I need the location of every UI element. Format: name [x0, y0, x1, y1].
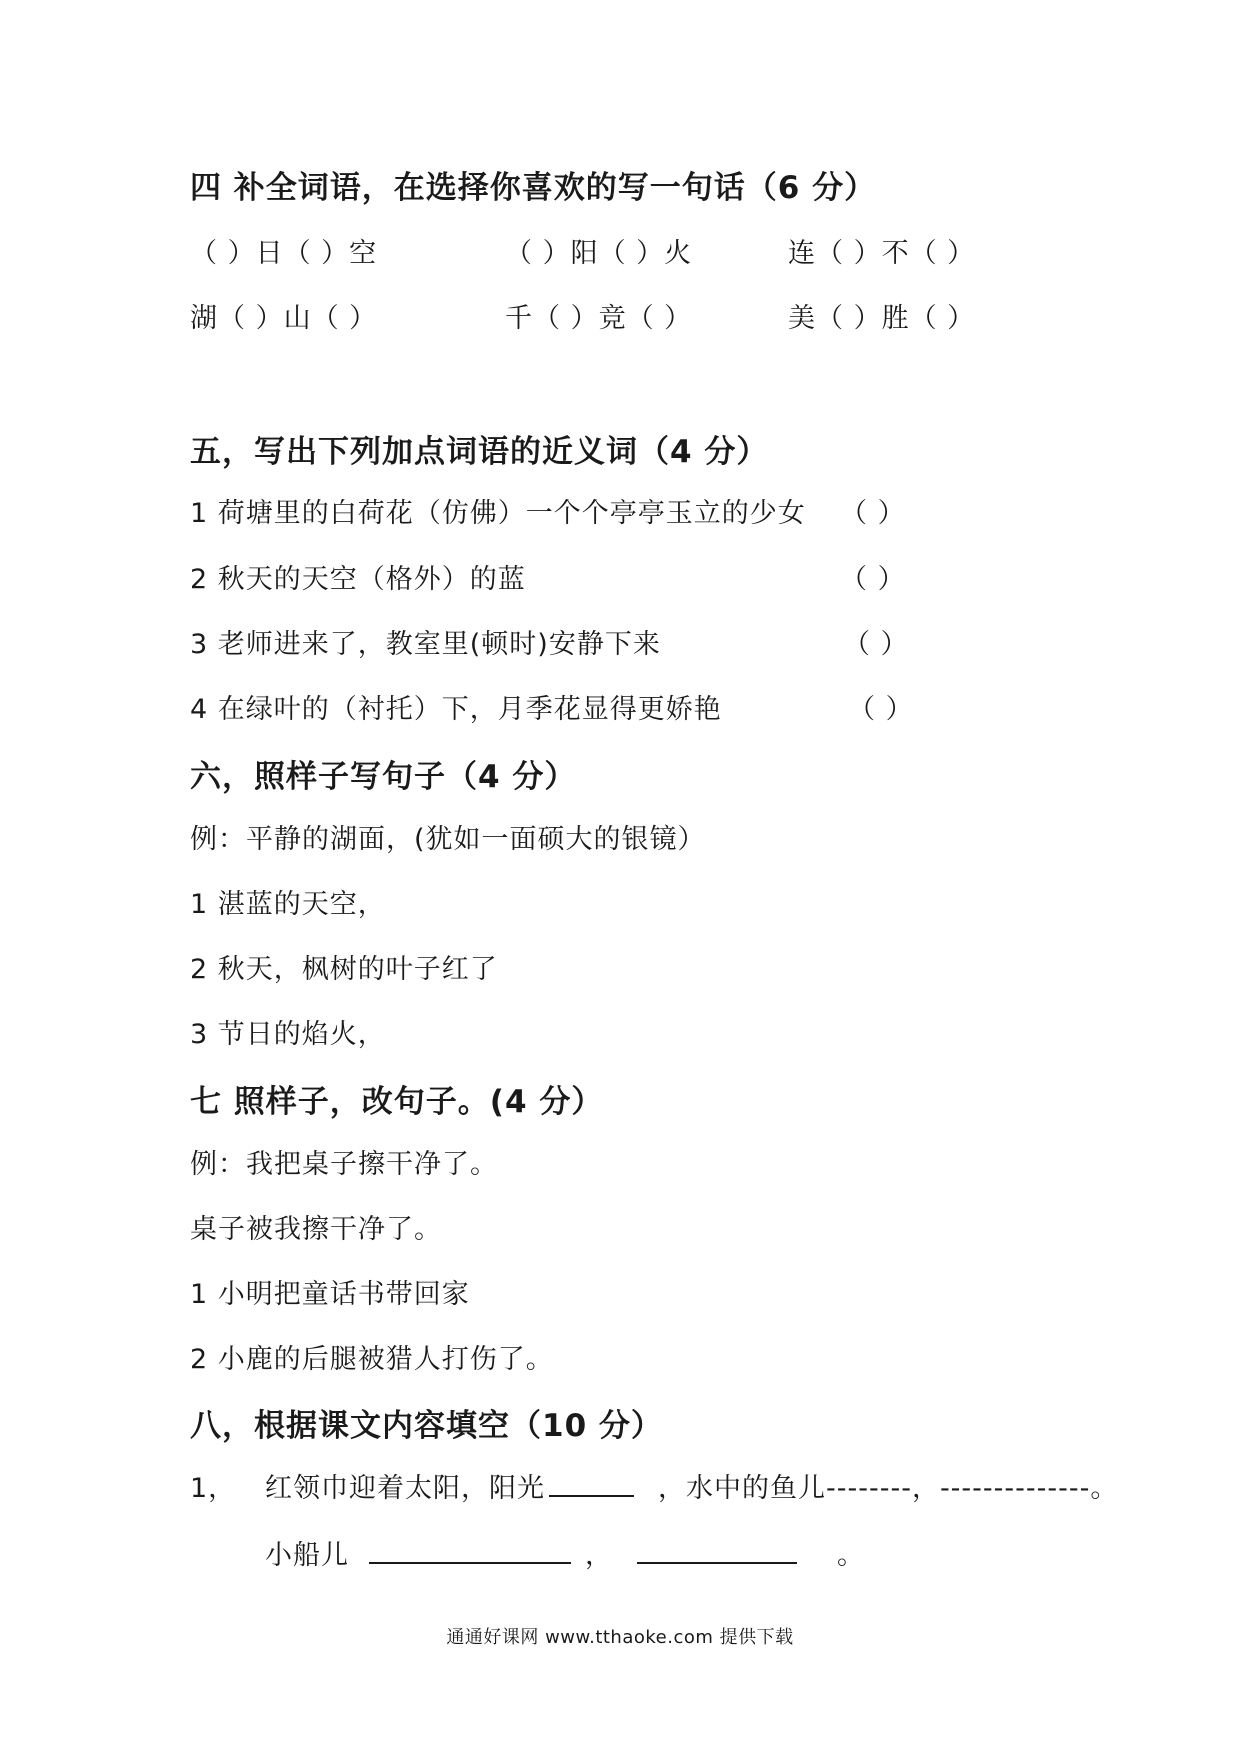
- synonym-answer-paren-3: （ ）: [843, 629, 909, 660]
- synonym-item-4: 4 在绿叶的（衬托）下，月季花显得更娇艳: [190, 694, 722, 725]
- sentence-item-1: 1 湛蓝的天空，: [190, 889, 386, 920]
- fill-word-4: 湖（ ）山（ ）: [190, 303, 378, 334]
- fill-blank-item-number: 1，: [190, 1473, 237, 1504]
- fill-word-3: 连（ ）不（ ）: [788, 238, 976, 269]
- rewrite-item-1: 1 小明把童话书带回家: [190, 1279, 470, 1310]
- synonym-item-2: 2 秋天的天空（格外）的蓝: [190, 564, 526, 595]
- fill-blank-comma: ，: [585, 1540, 613, 1571]
- synonym-answer-paren-2: （ ）: [840, 564, 906, 595]
- fill-blank-end: 。: [837, 1540, 865, 1571]
- fill-blank-line-1: [265, 1466, 1118, 1505]
- answer-blank-1[interactable]: [549, 1469, 634, 1497]
- page-footer: 通通好课网 www.tthaoke.com 提供下载: [446, 1627, 794, 1648]
- fill-word-6: 美（ ）胜（ ）: [788, 303, 976, 334]
- fill-blank-line-2: [265, 1533, 865, 1572]
- synonym-item-1: 1 荷塘里的白荷花（仿佛）一个个亭亭玉立的少女: [190, 498, 806, 529]
- section-8-heading: 八，根据课文内容填空（10 分）: [190, 1408, 663, 1444]
- fill-word-2: （ ）阳（ ）火: [505, 238, 693, 269]
- synonym-answer-paren-4: （ ）: [848, 694, 914, 725]
- section-6-heading: 六，照样子写句子（4 分）: [190, 759, 577, 795]
- answer-blank-3[interactable]: [637, 1536, 797, 1564]
- fill-blank-text-b: ，水中的鱼儿--------，--------------。: [658, 1473, 1119, 1504]
- synonym-item-3: 3 老师进来了，教室里(顿时)安静下来: [190, 629, 661, 660]
- section-6-example: 例：平静的湖面，(犹如一面硕大的银镜）: [190, 824, 706, 855]
- sentence-item-3: 3 节日的焰火，: [190, 1019, 386, 1050]
- fill-word-5: 千（ ）竞（ ）: [505, 303, 693, 334]
- synonym-answer-paren-1: （ ）: [840, 498, 906, 529]
- section-7-heading: 七 照样子，改句子。(4 分）: [190, 1084, 604, 1120]
- fill-word-1: （ ）日（ ）空: [190, 238, 378, 269]
- fill-blank-text-a: 红领巾迎着太阳，阳光: [265, 1473, 545, 1504]
- section-4-heading: 四 补全词语，在选择你喜欢的写一句话（6 分）: [190, 170, 877, 206]
- section-7-example-answer: 桌子被我擦干净了。: [190, 1214, 442, 1245]
- answer-blank-2[interactable]: [369, 1536, 571, 1564]
- sentence-item-2: 2 秋天，枫树的叶子红了: [190, 954, 498, 985]
- section-7-example: 例：我把桌子擦干净了。: [190, 1149, 498, 1180]
- section-5-heading: 五，写出下列加点词语的近义词（4 分）: [190, 434, 769, 470]
- fill-blank-text-c: 小船儿: [265, 1540, 349, 1571]
- rewrite-item-2: 2 小鹿的后腿被猎人打伤了。: [190, 1344, 554, 1375]
